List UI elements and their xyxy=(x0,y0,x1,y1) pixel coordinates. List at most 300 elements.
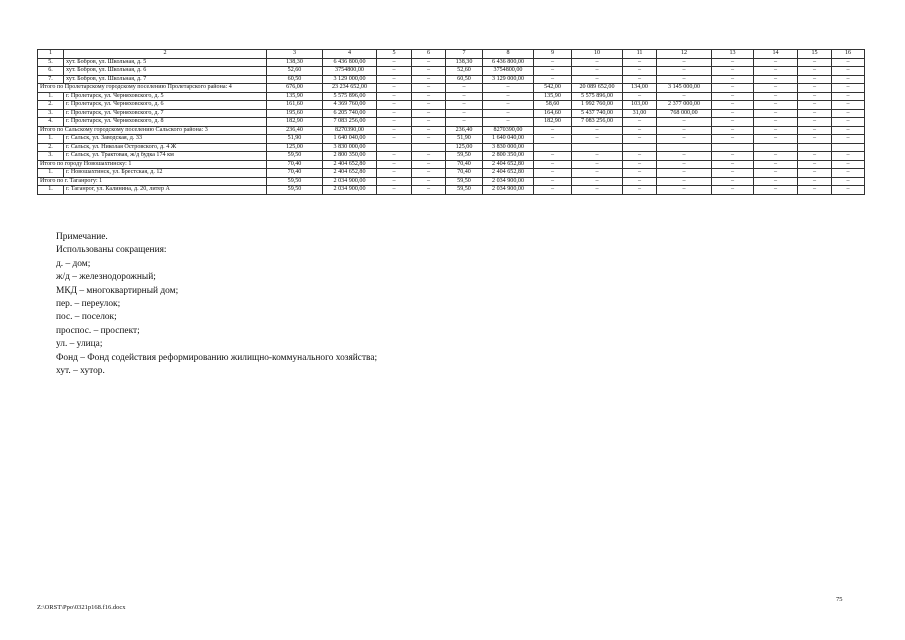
table-cell: – xyxy=(534,67,572,76)
table-row xyxy=(38,92,865,101)
table-cell: – xyxy=(377,135,412,144)
table-cell: – xyxy=(572,152,623,161)
table-cell: 51,90 xyxy=(267,135,323,144)
table-cell: 59,50 xyxy=(267,186,323,195)
abbreviation-item: ул. – улица; xyxy=(56,339,103,350)
table-cell: – xyxy=(798,92,832,101)
table-cell: 5 575 896,00 xyxy=(572,92,623,101)
table-cell: – xyxy=(412,169,446,178)
table-cell: 236,40 xyxy=(446,126,483,135)
table-cell: 125,00 xyxy=(267,143,323,152)
table-cell: – xyxy=(754,109,798,118)
address-cell: г. Сальск, ул. Трактовая, ж/д будка 174 км xyxy=(64,152,267,161)
table-cell: 1 640 040,00 xyxy=(323,135,377,144)
table-cell: – xyxy=(712,135,754,144)
address-cell: г. Пролетарск, ул. Черняховского, д. 6 xyxy=(64,101,267,110)
subtotal-row xyxy=(38,84,865,93)
column-number-cell: 10 xyxy=(572,50,623,59)
table-cell: – xyxy=(377,152,412,161)
abbreviation-item: ж/д – железнодорожный; xyxy=(56,272,156,283)
table-cell: – xyxy=(412,135,446,144)
table-cell: – xyxy=(754,58,798,67)
table-cell: – xyxy=(412,84,446,93)
abbreviation-item: хут. – хутор. xyxy=(56,366,105,377)
table-cell: – xyxy=(712,186,754,195)
table-cell: – xyxy=(572,169,623,178)
table-cell: – xyxy=(377,160,412,169)
table-cell: – xyxy=(798,152,832,161)
subtotal-label: Итого по Сальскому городскому поселению Сальского района: 3 xyxy=(38,126,267,135)
table-cell: – xyxy=(798,58,832,67)
table-cell: 135,90 xyxy=(267,92,323,101)
table-cell: – xyxy=(483,118,534,127)
table-cell: – xyxy=(657,58,712,67)
table-cell: – xyxy=(712,160,754,169)
table-cell: – xyxy=(832,135,865,144)
table-cell: – xyxy=(446,109,483,118)
table-cell: 52,60 xyxy=(446,67,483,76)
table-cell: – xyxy=(832,75,865,84)
table-cell: – xyxy=(832,126,865,135)
table-cell: – xyxy=(412,101,446,110)
table-cell: 1 640 040,00 xyxy=(483,135,534,144)
table-cell: 70,40 xyxy=(446,169,483,178)
table-cell: 2 377 000,00 xyxy=(657,101,712,110)
table-cell: – xyxy=(412,186,446,195)
table-cell: – xyxy=(832,186,865,195)
table-cell: 70,40 xyxy=(267,169,323,178)
table-cell: – xyxy=(623,177,657,186)
table-cell: – xyxy=(798,135,832,144)
table-cell xyxy=(712,143,754,152)
column-number-cell: 5 xyxy=(377,50,412,59)
table-cell xyxy=(754,143,798,152)
table-cell: – xyxy=(412,75,446,84)
table-cell: 2 404 652,80 xyxy=(323,169,377,178)
table-cell: – xyxy=(832,67,865,76)
table-cell: 59,50 xyxy=(267,152,323,161)
table-cell: 60,50 xyxy=(267,75,323,84)
subtotal-label: Итого по Пролетарскому городскому поселению Пролетарского района: 4 xyxy=(38,84,267,93)
table-cell: – xyxy=(798,67,832,76)
address-cell: г. Сальск, ул. Николая Островского, д. 4 Ж xyxy=(64,143,267,152)
column-number-cell: 2 xyxy=(64,50,267,59)
table-cell: – xyxy=(754,169,798,178)
table-cell: 3 830 000,00 xyxy=(323,143,377,152)
table-cell: – xyxy=(377,169,412,178)
table-cell: 8270390,00 xyxy=(483,126,534,135)
table-cell: – xyxy=(712,169,754,178)
table-cell: 542,00 xyxy=(534,84,572,93)
table-cell: – xyxy=(377,118,412,127)
table-cell: 3 129 000,00 xyxy=(483,75,534,84)
table-row xyxy=(38,58,865,67)
table-cell: 5 437 740,00 xyxy=(572,109,623,118)
address-cell: г. Пролетарск, ул. Черняховского, д. 8 xyxy=(64,118,267,127)
row-number: 7. xyxy=(38,75,64,84)
table-cell: 2 034 900,00 xyxy=(483,177,534,186)
column-number-cell: 9 xyxy=(534,50,572,59)
table-cell: – xyxy=(832,177,865,186)
table-cell: – xyxy=(412,152,446,161)
table-cell: 70,40 xyxy=(267,160,323,169)
table-cell: 125,00 xyxy=(446,143,483,152)
table-row xyxy=(38,186,865,195)
table-cell: – xyxy=(534,186,572,195)
table-cell: – xyxy=(832,101,865,110)
column-number-cell: 1 xyxy=(38,50,64,59)
address-cell: г. Пролетарск, ул. Черняховского, д. 5 xyxy=(64,92,267,101)
column-number-row xyxy=(38,50,865,59)
table-cell xyxy=(623,143,657,152)
table-cell: – xyxy=(754,101,798,110)
table-cell: – xyxy=(798,186,832,195)
table-row xyxy=(38,143,865,152)
table-cell: 236,40 xyxy=(267,126,323,135)
table-cell: – xyxy=(712,101,754,110)
table-cell: – xyxy=(712,58,754,67)
subtotal-row xyxy=(38,126,865,135)
table-cell: 3 145 000,00 xyxy=(657,84,712,93)
abbreviation-item: Фонд – Фонд содействия реформированию жилищно-коммунального хозяйства; xyxy=(56,352,378,363)
table-cell: – xyxy=(412,109,446,118)
table-cell: – xyxy=(712,92,754,101)
table-cell: – xyxy=(754,186,798,195)
table-cell: 768 000,00 xyxy=(657,109,712,118)
table-cell: – xyxy=(572,75,623,84)
table-cell: – xyxy=(623,92,657,101)
table-cell: – xyxy=(712,75,754,84)
table-cell: 3754800,00 xyxy=(483,67,534,76)
table-cell: – xyxy=(623,58,657,67)
row-number: 4. xyxy=(38,118,64,127)
file-path: Z:\ORST\Ppo\0321p168.f16.docx xyxy=(37,604,126,611)
table-cell: – xyxy=(832,109,865,118)
table-cell: – xyxy=(483,84,534,93)
table-cell: – xyxy=(446,101,483,110)
table-cell: 3 830 000,00 xyxy=(483,143,534,152)
table-cell: – xyxy=(446,84,483,93)
table-cell: – xyxy=(754,177,798,186)
table-cell: – xyxy=(754,160,798,169)
table-cell: 8270390,00 xyxy=(323,126,377,135)
table-cell: – xyxy=(712,152,754,161)
table-cell: – xyxy=(798,101,832,110)
table-cell: – xyxy=(712,118,754,127)
address-cell: г. Таганрог, ул. Калинина, д. 20, литер А xyxy=(64,186,267,195)
table-cell xyxy=(412,143,446,152)
table-cell: 7 083 256,00 xyxy=(572,118,623,127)
table-cell: 103,00 xyxy=(623,101,657,110)
table-cell: 135,90 xyxy=(534,92,572,101)
table-cell: – xyxy=(483,109,534,118)
table-cell: 195,60 xyxy=(267,109,323,118)
table-cell: 3 129 000,00 xyxy=(323,75,377,84)
table-cell: – xyxy=(623,160,657,169)
table-cell: – xyxy=(623,126,657,135)
table-cell: – xyxy=(798,109,832,118)
table-cell: 2 800 350,00 xyxy=(323,152,377,161)
table-cell: 31,00 xyxy=(623,109,657,118)
column-number-cell: 11 xyxy=(623,50,657,59)
abbreviation-item: проспос. – проспект; xyxy=(56,325,140,336)
table-cell: 20 089 652,00 xyxy=(572,84,623,93)
table-cell: – xyxy=(412,58,446,67)
table-cell: – xyxy=(754,135,798,144)
table-cell: – xyxy=(377,186,412,195)
table-cell: 134,00 xyxy=(623,84,657,93)
table-cell: – xyxy=(534,160,572,169)
table-cell: – xyxy=(657,92,712,101)
table-cell: – xyxy=(623,152,657,161)
table-cell: – xyxy=(754,84,798,93)
subtotal-row xyxy=(38,160,865,169)
table-cell: 2 034 900,00 xyxy=(323,177,377,186)
table-cell: – xyxy=(657,67,712,76)
table-cell: 6 205 740,00 xyxy=(323,109,377,118)
address-cell: хут. Бобров, ул. Школьная, д. 7 xyxy=(64,75,267,84)
row-number: 3. xyxy=(38,152,64,161)
table-cell: – xyxy=(483,92,534,101)
table-cell: – xyxy=(657,152,712,161)
table-cell: – xyxy=(377,109,412,118)
table-cell: – xyxy=(412,118,446,127)
table-cell: – xyxy=(377,58,412,67)
row-number: 5. xyxy=(38,58,64,67)
table-cell: 23 234 652,00 xyxy=(323,84,377,93)
table-cell: – xyxy=(754,92,798,101)
table-cell: 676,00 xyxy=(267,84,323,93)
table-cell xyxy=(377,143,412,152)
table-row xyxy=(38,169,865,178)
table-cell: 51,90 xyxy=(446,135,483,144)
table-cell: – xyxy=(572,126,623,135)
table-cell xyxy=(657,143,712,152)
table-cell xyxy=(798,143,832,152)
table-cell xyxy=(832,143,865,152)
table-cell: 2 034 900,00 xyxy=(483,186,534,195)
table-row xyxy=(38,152,865,161)
table-cell: – xyxy=(412,67,446,76)
table-cell: 6 436 800,00 xyxy=(323,58,377,67)
table-cell: – xyxy=(534,58,572,67)
table-cell: – xyxy=(534,135,572,144)
table-cell: 59,50 xyxy=(446,152,483,161)
address-cell: г. Сальск, ул. Заводская, д. 33 xyxy=(64,135,267,144)
row-number: 1. xyxy=(38,92,64,101)
column-number-cell: 15 xyxy=(798,50,832,59)
table-cell: 1 992 760,00 xyxy=(572,101,623,110)
table-cell: – xyxy=(754,75,798,84)
table-cell: 52,60 xyxy=(267,67,323,76)
table-row xyxy=(38,67,865,76)
table-cell: – xyxy=(657,160,712,169)
table-cell: – xyxy=(412,126,446,135)
table-cell: 2 404 652,80 xyxy=(323,160,377,169)
table-cell: – xyxy=(377,126,412,135)
table-cell: – xyxy=(798,177,832,186)
table-cell: – xyxy=(623,75,657,84)
table-cell: – xyxy=(754,118,798,127)
table-cell: 60,50 xyxy=(446,75,483,84)
table-cell: 2 034 900,00 xyxy=(323,186,377,195)
table-cell: 182,90 xyxy=(534,118,572,127)
column-number-cell: 4 xyxy=(323,50,377,59)
notes-block xyxy=(56,231,377,378)
abbreviation-item: МКД – многоквартирный дом; xyxy=(56,285,179,296)
table-cell: – xyxy=(412,160,446,169)
column-number-cell: 8 xyxy=(483,50,534,59)
table-cell: – xyxy=(623,169,657,178)
table-row xyxy=(38,118,865,127)
row-number: 1. xyxy=(38,186,64,195)
table-cell: – xyxy=(377,92,412,101)
notes-heading: Примечание. xyxy=(56,232,108,242)
table-cell: 164,60 xyxy=(534,109,572,118)
table-cell: 138,30 xyxy=(446,58,483,67)
table-cell: – xyxy=(572,67,623,76)
table-cell: – xyxy=(832,58,865,67)
table-cell: – xyxy=(412,177,446,186)
table-cell: – xyxy=(657,169,712,178)
table-cell: – xyxy=(798,84,832,93)
table-row xyxy=(38,75,865,84)
table-cell: 6 436 800,00 xyxy=(483,58,534,67)
table-cell: – xyxy=(657,75,712,84)
table-cell: – xyxy=(798,169,832,178)
table-cell: – xyxy=(712,84,754,93)
table-cell: – xyxy=(377,75,412,84)
row-number: 1. xyxy=(38,169,64,178)
table-cell xyxy=(534,143,572,152)
table-cell: 5 575 896,00 xyxy=(323,92,377,101)
table-cell: – xyxy=(534,169,572,178)
table-row xyxy=(38,101,865,110)
table-cell: – xyxy=(572,135,623,144)
row-number: 6. xyxy=(38,67,64,76)
table-cell: 182,90 xyxy=(267,118,323,127)
table-row xyxy=(38,109,865,118)
table-cell: – xyxy=(446,92,483,101)
table-cell: – xyxy=(572,58,623,67)
subtotal-label: Итого по городу Новошахтинску: 1 xyxy=(38,160,267,169)
table-cell: – xyxy=(832,92,865,101)
table-cell: 138,30 xyxy=(267,58,323,67)
table-cell: – xyxy=(572,160,623,169)
table-cell: – xyxy=(798,75,832,84)
column-number-cell: 13 xyxy=(712,50,754,59)
table-cell: – xyxy=(534,75,572,84)
table-cell: – xyxy=(623,186,657,195)
address-cell: хут. Бобров, ул. Школьная, д. 6 xyxy=(64,67,267,76)
table-cell: – xyxy=(412,92,446,101)
column-number-cell: 3 xyxy=(267,50,323,59)
column-number-cell: 6 xyxy=(412,50,446,59)
table-cell: – xyxy=(712,109,754,118)
table-cell: – xyxy=(798,118,832,127)
column-number-cell: 16 xyxy=(832,50,865,59)
table-cell: – xyxy=(377,84,412,93)
row-number: 2. xyxy=(38,101,64,110)
table-cell: – xyxy=(798,126,832,135)
housing-resettlement-table xyxy=(37,49,865,195)
table-cell: – xyxy=(712,67,754,76)
table-cell: 59,50 xyxy=(267,177,323,186)
table-cell: – xyxy=(377,101,412,110)
address-cell: хут. Бобров, ул. Школьная, д. 5 xyxy=(64,58,267,67)
table-cell: – xyxy=(534,152,572,161)
subtotal-label: Итого по г. Таганрогу: 1 xyxy=(38,177,267,186)
subtotal-row xyxy=(38,177,865,186)
table-cell: – xyxy=(657,126,712,135)
table-cell: 70,40 xyxy=(446,160,483,169)
table-cell: – xyxy=(572,186,623,195)
address-cell: г. Новошахтинск, ул. Брестская, д. 12 xyxy=(64,169,267,178)
row-number: 1. xyxy=(38,135,64,144)
table-cell: – xyxy=(572,177,623,186)
table-cell: – xyxy=(446,118,483,127)
table-cell: 3754800,00 xyxy=(323,67,377,76)
address-cell: г. Пролетарск, ул. Черняховского, д. 7 xyxy=(64,109,267,118)
abbreviation-item: пос. – поселок; xyxy=(56,312,117,323)
table-cell: – xyxy=(623,135,657,144)
table-cell: – xyxy=(534,177,572,186)
table-cell: 59,50 xyxy=(446,177,483,186)
table-cell: – xyxy=(754,67,798,76)
table-cell: – xyxy=(712,177,754,186)
table-cell: – xyxy=(483,101,534,110)
row-number: 2. xyxy=(38,143,64,152)
table-cell: – xyxy=(377,67,412,76)
table-cell: – xyxy=(657,186,712,195)
table-cell: 59,50 xyxy=(446,186,483,195)
table-cell: – xyxy=(534,126,572,135)
table-cell: – xyxy=(623,118,657,127)
column-number-cell: 12 xyxy=(657,50,712,59)
table-cell: 7 083 256,00 xyxy=(323,118,377,127)
table-cell: – xyxy=(832,118,865,127)
table-cell: 2 404 652,80 xyxy=(483,169,534,178)
table-cell: – xyxy=(832,152,865,161)
table-cell: – xyxy=(657,135,712,144)
column-number-cell: 7 xyxy=(446,50,483,59)
table-cell: – xyxy=(377,177,412,186)
column-number-cell: 14 xyxy=(754,50,798,59)
table-cell: – xyxy=(832,169,865,178)
table-cell: – xyxy=(657,118,712,127)
table-cell: – xyxy=(623,67,657,76)
notes-intro: Использованы сокращения: xyxy=(56,245,167,256)
table-cell: 2 800 350,00 xyxy=(483,152,534,161)
table-cell: 58,60 xyxy=(534,101,572,110)
table-cell: 2 404 652,80 xyxy=(483,160,534,169)
page-number: 75 xyxy=(836,596,843,603)
abbreviation-item: пер. – переулок; xyxy=(56,299,121,310)
table-cell: – xyxy=(798,160,832,169)
table-cell: – xyxy=(712,126,754,135)
table-cell: 4 369 760,00 xyxy=(323,101,377,110)
table-cell: 161,60 xyxy=(267,101,323,110)
table-body xyxy=(38,50,865,195)
table-cell xyxy=(572,143,623,152)
table-cell: – xyxy=(657,177,712,186)
row-number: 3. xyxy=(38,109,64,118)
table-cell: – xyxy=(832,84,865,93)
table-cell: – xyxy=(754,126,798,135)
table-cell: – xyxy=(754,152,798,161)
abbreviation-item: д. – дом; xyxy=(56,258,91,269)
table-cell: – xyxy=(832,160,865,169)
